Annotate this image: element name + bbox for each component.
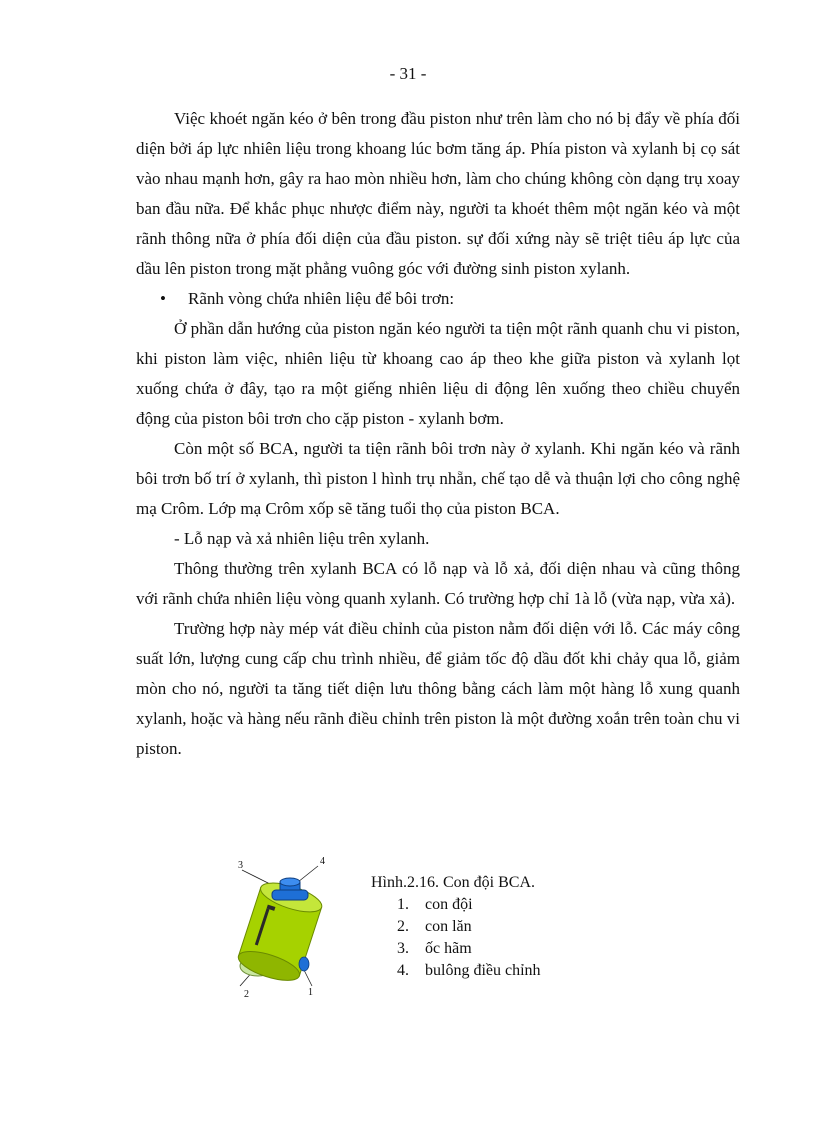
caption-item-label: ốc hãm [425, 940, 472, 957]
figure-caption [371, 872, 541, 982]
paragraph-2: Ở phần dẫn hướng của piston ngăn kéo người ta tiện một rãnh quanh chu vi piston, khi piston làm việc, nhiên liệu từ khoang cao áp theo khe giữa piston và xylanh lọt xuống chứa ở đây, tạo ra một giếng nhiên liệu di động lên xuống theo chiều chuyển động của piston bôi trơn cho cặp piston - xylanh bơm. [136, 319, 740, 428]
callout-1: 1 [308, 987, 313, 998]
page-number: - 31 - [389, 64, 427, 83]
caption-list [397, 894, 541, 982]
paragraph-4: - Lỗ nạp và xả nhiên liệu trên xylanh. [174, 529, 430, 548]
caption-item-number: 3. [397, 940, 409, 957]
body-text [136, 104, 740, 764]
bullet-item [136, 284, 740, 314]
paragraph-3: Còn một số BCA, người ta tiện rãnh bôi trơn này ở xylanh. Khi ngăn kéo và rãnh bôi trơn bố trí ở xylanh, thì piston l hình trụ nhẵn, chế tạo dễ và thuận lợi cho công nghệ mạ Crôm. Lớp mạ Crôm xốp sẽ tăng tuổi thọ của piston BCA. [136, 439, 740, 518]
bullet-icon: • [160, 289, 166, 308]
caption-item-label: bulông điều chỉnh [425, 962, 541, 979]
caption-item-number: 4. [397, 962, 409, 979]
caption-item [397, 916, 541, 938]
caption-item [397, 894, 541, 916]
callout-4: 4 [320, 856, 325, 867]
callout-3: 3 [238, 860, 243, 871]
tappet-illustration [226, 852, 336, 1002]
paragraph-1: Việc khoét ngăn kéo ở bên trong đầu piston như trên làm cho nó bị đẩy về phía đối diện bởi áp lực nhiên liệu trong khoang lúc bơm tăng áp. Phía piston và xylanh bị cọ sát vào nhau mạnh hơn, gây ra hao mòn nhiều hơn, làm cho chúng không còn dạng trụ xoay ban đầu nữa. Để khắc phục nhược điểm này, người ta khoét thêm một ngăn kéo và một rãnh thông nữa ở phía đối diện của đầu piston. sự đối xứng này sẽ triệt tiêu áp lực của dầu lên piston trong mặt phẳng vuông góc với đường sinh piston xylanh. [136, 109, 740, 278]
callout-2: 2 [244, 989, 249, 1000]
caption-item [397, 938, 541, 960]
tappet-figure [226, 852, 336, 1002]
caption-item-label: con lăn [425, 918, 472, 935]
caption-item-number: 2. [397, 918, 409, 935]
caption-item-label: con đội [425, 896, 473, 913]
bullet-text: Rãnh vòng chứa nhiên liệu để bôi trơn: [188, 289, 455, 308]
caption-item-number: 1. [397, 896, 409, 913]
paragraph-5: Thông thường trên xylanh BCA có lỗ nạp và lỗ xả, đối diện nhau và cũng thông với rãnh chứa nhiên liệu vòng quanh xylanh. Có trường hợp chỉ 1à lỗ (vừa nạp, vừa xả). [136, 559, 740, 608]
caption-title: Hình.2.16. Con đội BCA. [371, 874, 536, 891]
paragraph-6: Trường hợp này mép vát điều chỉnh của piston nằm đối diện với lỗ. Các máy công suất lớn, lượng cung cấp chu trình nhiều, để giảm tốc độ dầu đốt khi chảy qua lỗ, giảm mòn cho nó, người ta tăng tiết diện lưu thông bằng cách làm một hàng lỗ xung quanh xylanh, hoặc và hàng nếu rãnh điều chỉnh trên piston là một đường xoắn trên toàn chu vi piston. [136, 619, 740, 758]
caption-item [397, 960, 541, 982]
